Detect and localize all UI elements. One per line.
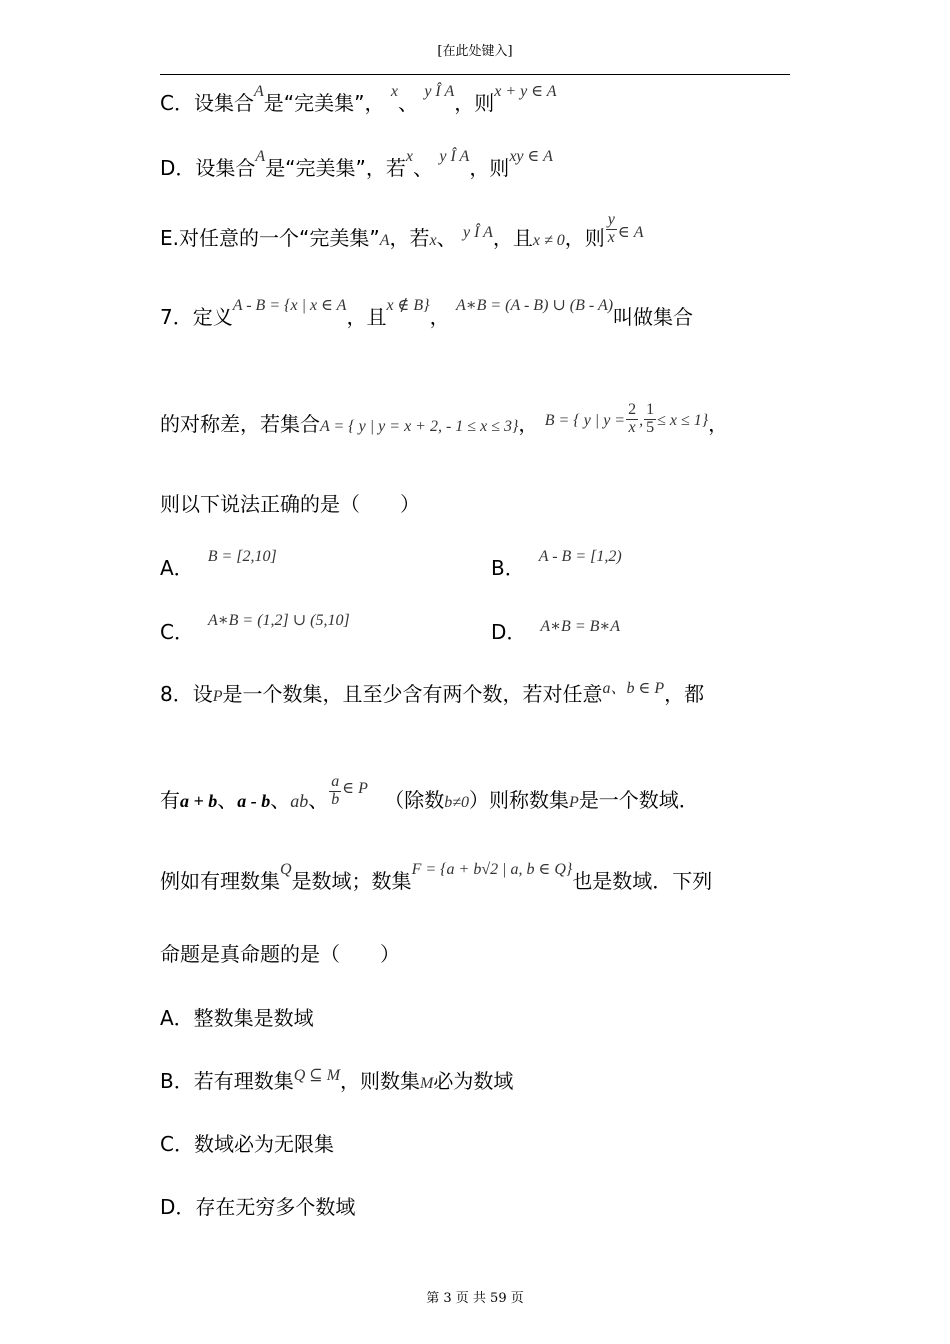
q7-b-frac2-den: 5 <box>646 418 655 436</box>
q8-l3c: 也是数域．下列 <box>572 869 713 893</box>
q7-opt-c-label: C． <box>160 620 194 644</box>
q6-e-yina: y Î A <box>462 223 493 241</box>
q8-l2b: （除数 <box>384 787 445 812</box>
q6-c-label: C．设集合 <box>160 91 254 115</box>
q7-def1: A - B = {x | x ∈ A <box>232 297 347 314</box>
q8-bneq: b≠0 <box>444 793 470 811</box>
q7-opt-d-math: A∗B = B∗A <box>540 618 621 635</box>
q8-l1b: 是一个数集，且至少含有两个数，若对任意 <box>222 682 603 706</box>
q6-c-text1: 是“完美集”， <box>263 91 385 115</box>
q6-e-text3: ，则 <box>564 225 605 250</box>
q8-sep3: 、 <box>308 787 329 812</box>
q7-opt-d-label: D． <box>491 620 527 644</box>
q7-b-frac1-den: x <box>628 418 636 436</box>
q6-d-x: x <box>405 148 414 165</box>
q7-l2-text: 的对称差，若集合 <box>160 411 320 436</box>
q8-quot-den: b <box>331 790 340 808</box>
q7-and: ，且 <box>346 305 387 329</box>
q8-sum: a + b <box>180 790 218 811</box>
q8-opt-b-text: ，则数集 <box>340 1069 421 1093</box>
q6-d-text2: ，则 <box>469 156 510 180</box>
q6-e-fraction <box>606 212 617 247</box>
q8-line2 <box>160 773 699 819</box>
q7-comma: ， <box>429 305 450 329</box>
q6-d-text1: 是“完美集”，若 <box>265 156 406 180</box>
q6-option-e <box>160 211 644 257</box>
q6-e-neq: x ≠ 0 <box>532 231 565 249</box>
q7-b-frac2 <box>644 402 656 437</box>
q8-opt-b-m: M <box>420 1075 434 1092</box>
q8-line4: 命题是真命题的是（ ） <box>160 942 400 966</box>
q7-def2: A∗B = (A - B) ∪ (B - A) <box>455 297 614 314</box>
q7-def1b: x ∉ B} <box>386 297 430 314</box>
q6-c-set: A <box>253 83 264 100</box>
q7-comma2: ， <box>518 411 539 436</box>
q7-option-b <box>491 548 622 580</box>
q7-opt-b-label: B． <box>491 556 525 580</box>
q8-f-set: F = {a + b√2 | a, b ∈ Q} <box>411 861 573 878</box>
q8-q: Q <box>280 861 292 878</box>
q6-d-yina: y Î A <box>439 148 470 165</box>
q7-set-a: A = { y | y = x + 2, - 1 ≤ x ≤ 3} <box>320 417 519 435</box>
q8-sep1: 、 <box>217 787 238 812</box>
q8-prod: ab <box>290 790 309 811</box>
q8-l1c: ，都 <box>664 682 705 706</box>
q8-p: P <box>212 688 223 705</box>
q7-opt-a-label: A． <box>160 556 194 580</box>
q8-opt-b-text2: 必为数域 <box>433 1069 514 1093</box>
q8-l3b: 是数域；数集 <box>291 869 412 893</box>
q6-d-set: A <box>255 148 266 165</box>
q6-e-text1: ，若 <box>389 225 430 250</box>
header-rule <box>160 74 790 75</box>
q6-d-label: D．设集合 <box>160 156 256 180</box>
q6-e-ina: ∈ A <box>617 223 644 241</box>
q7-comma3: ， <box>708 411 729 436</box>
q8-opt-b-math: Q ⊆ M <box>293 1067 341 1084</box>
q6-e-x: x <box>429 231 437 249</box>
q8-option-d: D．存在无穷多个数域 <box>160 1195 356 1219</box>
q8-l2a: 有 <box>160 787 180 812</box>
q7-b-frac1 <box>626 402 638 437</box>
q8-l1a: 8．设 <box>160 682 213 706</box>
q7-option-a <box>160 548 277 580</box>
q8-quotient <box>329 774 341 809</box>
q8-opt-b-label: B．若有理数集 <box>160 1069 294 1093</box>
q6-d-cond: xy ∈ A <box>509 148 553 165</box>
q7-opt-b-math: A - B = [1,2) <box>538 548 622 565</box>
q6-d-sep: 、 <box>413 156 434 180</box>
q8-ab: a、b ∈ P <box>602 680 665 697</box>
q6-e-text2: ，且 <box>492 225 533 250</box>
q8-quot-num: a <box>331 773 340 790</box>
q7-opt-c-math: A∗B = (1,2] ∪ (5,10] <box>207 612 350 629</box>
q7-b-frac2-num: 1 <box>646 401 655 418</box>
q6-c-cond: x + y ∈ A <box>494 83 557 100</box>
q6-e-frac-den: x <box>607 228 615 246</box>
q8-sep2: 、 <box>270 787 291 812</box>
q7-label: 7．定义 <box>160 305 233 329</box>
q6-e-sep: 、 <box>436 225 457 250</box>
q7-set-b-pre: B = { y | y = <box>544 411 626 429</box>
q6-c-x: x <box>390 83 398 100</box>
q7-b-frac1-num: 2 <box>628 401 637 418</box>
q6-e-label: E.对任意的一个“完美集” <box>160 225 380 250</box>
q7-opt-a-math: B = [2,10] <box>207 548 277 565</box>
page-footer: 第 3 页 共 59 页 <box>426 1291 524 1306</box>
q8-option-a: A．整数集是数域 <box>160 1006 314 1030</box>
q8-l2c: ）则称数集 <box>469 787 570 812</box>
q6-c-text2: ，则 <box>454 91 495 115</box>
q7-line2 <box>160 401 729 443</box>
q6-e-set: A <box>379 231 390 249</box>
q8-diff: a - b <box>237 790 271 811</box>
q7-b-mid: , <box>639 411 644 429</box>
q6-e-frac-num: y <box>607 211 615 228</box>
q8-l3a: 例如有理数集 <box>160 869 280 893</box>
q8-l2d: 是一个数域． <box>578 787 699 812</box>
q7-option-d <box>491 618 621 644</box>
q8-option-b <box>160 1067 514 1093</box>
page-header: [在此处键入] <box>437 44 513 59</box>
q8-in-p: ∈ P <box>342 779 368 797</box>
q8-p2: P <box>569 793 579 811</box>
q8-option-c: C．数域必为无限集 <box>160 1132 334 1156</box>
q7-question: 则以下说法正确的是（ ） <box>160 492 420 516</box>
q6-c-sep: 、 <box>397 91 418 115</box>
q6-c-yina: y Î A <box>424 83 455 100</box>
q7-text1: 叫做集合 <box>613 305 694 329</box>
q8-line1 <box>160 680 705 706</box>
q7-set-b-post: ≤ x ≤ 1} <box>657 411 709 429</box>
